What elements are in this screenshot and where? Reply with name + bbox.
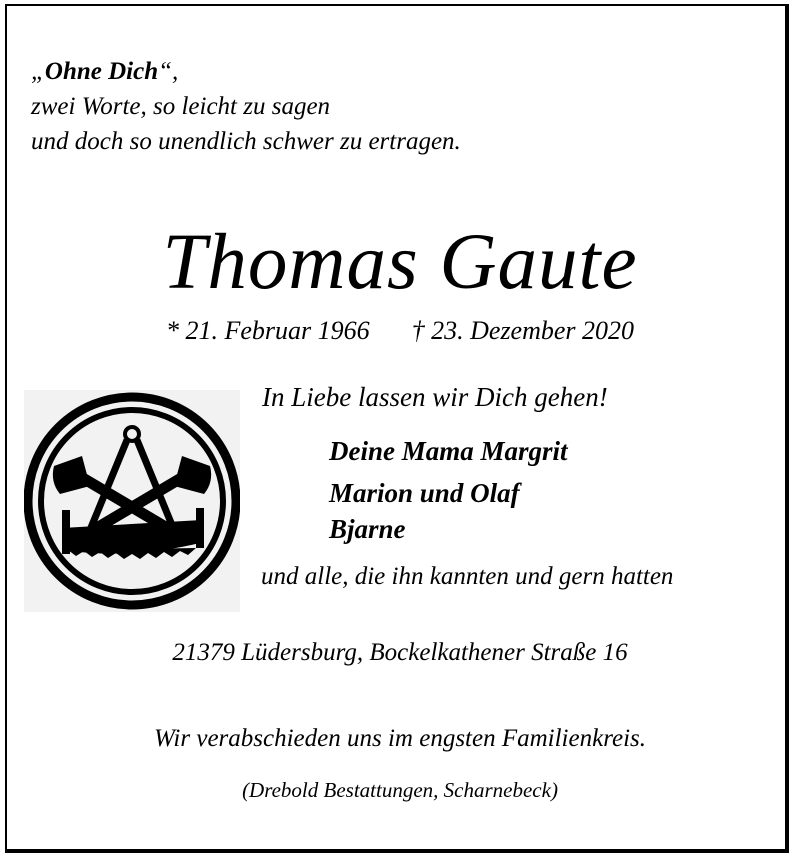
carpenter-guild-emblem-icon (24, 390, 240, 612)
address: 21379 Lüdersburg, Bockelkathener Straße 16 (172, 639, 628, 666)
service-note: Wir verabschieden uns im engsten Familienkreis. (153, 725, 647, 752)
poem-line-1 (31, 54, 461, 89)
birth-date: * 21. Februar 1966 (165, 316, 370, 345)
mourner-name: Bjarne (329, 514, 406, 544)
poem-quote-open: „ (31, 58, 45, 85)
life-dates (0, 314, 800, 348)
poem-quote-close: “, (158, 58, 179, 85)
mourners-list (329, 430, 568, 550)
undertaker: (Drebold Bestattungen, Scharnebeck) (242, 778, 558, 802)
poem-line-3: und doch so unendlich schwer zu ertragen. (31, 128, 461, 155)
mourner-name: Deine Mama Margrit (329, 436, 568, 466)
mourner-name: Marion und Olaf (329, 478, 520, 508)
poem-quote-word: Ohne Dich (44, 58, 159, 85)
death-date: † 23. Dezember 2020 (411, 316, 635, 345)
poem-line-2: zwei Worte, so leicht zu sagen (31, 93, 331, 120)
farewell-line: In Liebe lassen wir Dich gehen! (262, 382, 608, 412)
deceased-name: Thomas Gaute (162, 219, 638, 306)
poem (31, 54, 461, 159)
others-line: und alle, die ihn kannten und gern hatten (261, 563, 674, 590)
